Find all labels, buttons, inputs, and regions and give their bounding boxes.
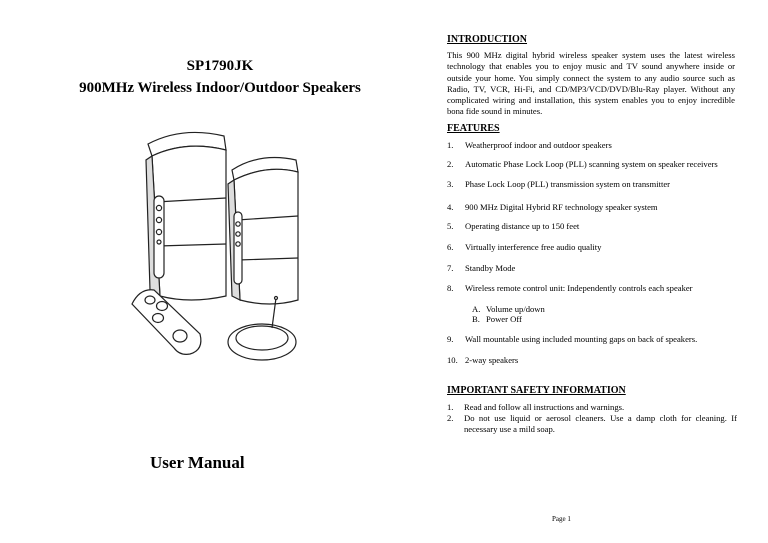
user-manual-label: User Manual: [150, 453, 245, 472]
product-illustration: [120, 128, 320, 378]
safety-item: 2. Do not use liquid or aerosol cleaners. Use a damp cloth for cleaning. If necessary use a mild soap.: [447, 413, 737, 434]
transmitter-illustration: [228, 297, 296, 361]
feature-item: 3. Phase Lock Loop (PLL) transmission system on transmitter: [447, 179, 671, 189]
feature-item: 4. 900 MHz Digital Hybrid RF technology speaker system: [447, 202, 658, 212]
safety-item: 1. Read and follow all instructions and warnings.: [447, 402, 625, 412]
feature-subitem: A. Volume up/down: [472, 304, 545, 314]
feature-item: 1. Weatherproof indoor and outdoor speakers: [447, 140, 612, 150]
features-heading: FEATURES: [447, 123, 500, 134]
speaker-left-illustration: [146, 132, 226, 300]
feature-item: 9. Wall mountable using included mounting gaps on back of speakers.: [447, 334, 698, 344]
feature-subitem: B. Power Off: [472, 314, 522, 324]
page-number: Page 1: [552, 515, 571, 523]
introduction-heading: INTRODUCTION: [447, 34, 528, 45]
feature-item: 2. Automatic Phase Lock Loop (PLL) scanning system on speaker receivers: [447, 159, 718, 169]
speaker-right-illustration: [228, 158, 298, 304]
model-number: SP1790JK: [186, 58, 254, 74]
feature-item: 7. Standby Mode: [447, 263, 516, 273]
feature-item: 5. Operating distance up to 150 feet: [447, 221, 580, 231]
safety-heading: IMPORTANT SAFETY INFORMATION: [447, 385, 626, 396]
feature-item: 10. 2-way speakers: [447, 355, 519, 365]
feature-item: 6. Virtually interference free audio quality: [447, 242, 602, 252]
feature-item: 8. Wireless remote control unit: Independently controls each speaker: [447, 283, 693, 293]
product-title: 900MHz Wireless Indoor/Outdoor Speakers: [79, 80, 361, 96]
introduction-paragraph: This 900 MHz digital hybrid wireless speaker system uses the latest wireless technology that enables you to enjoy music and TV sound anywhere inside or outside your home. You simply connect the system to any audio source such as Radio, TV, VCR, Hi-Fi, and CD/MP3/VCD/DVD/Blu-Ray player. Without any complicated wiring and installation, this system enables you to enjoy incredible bona fide sound in minutes.: [447, 50, 735, 117]
